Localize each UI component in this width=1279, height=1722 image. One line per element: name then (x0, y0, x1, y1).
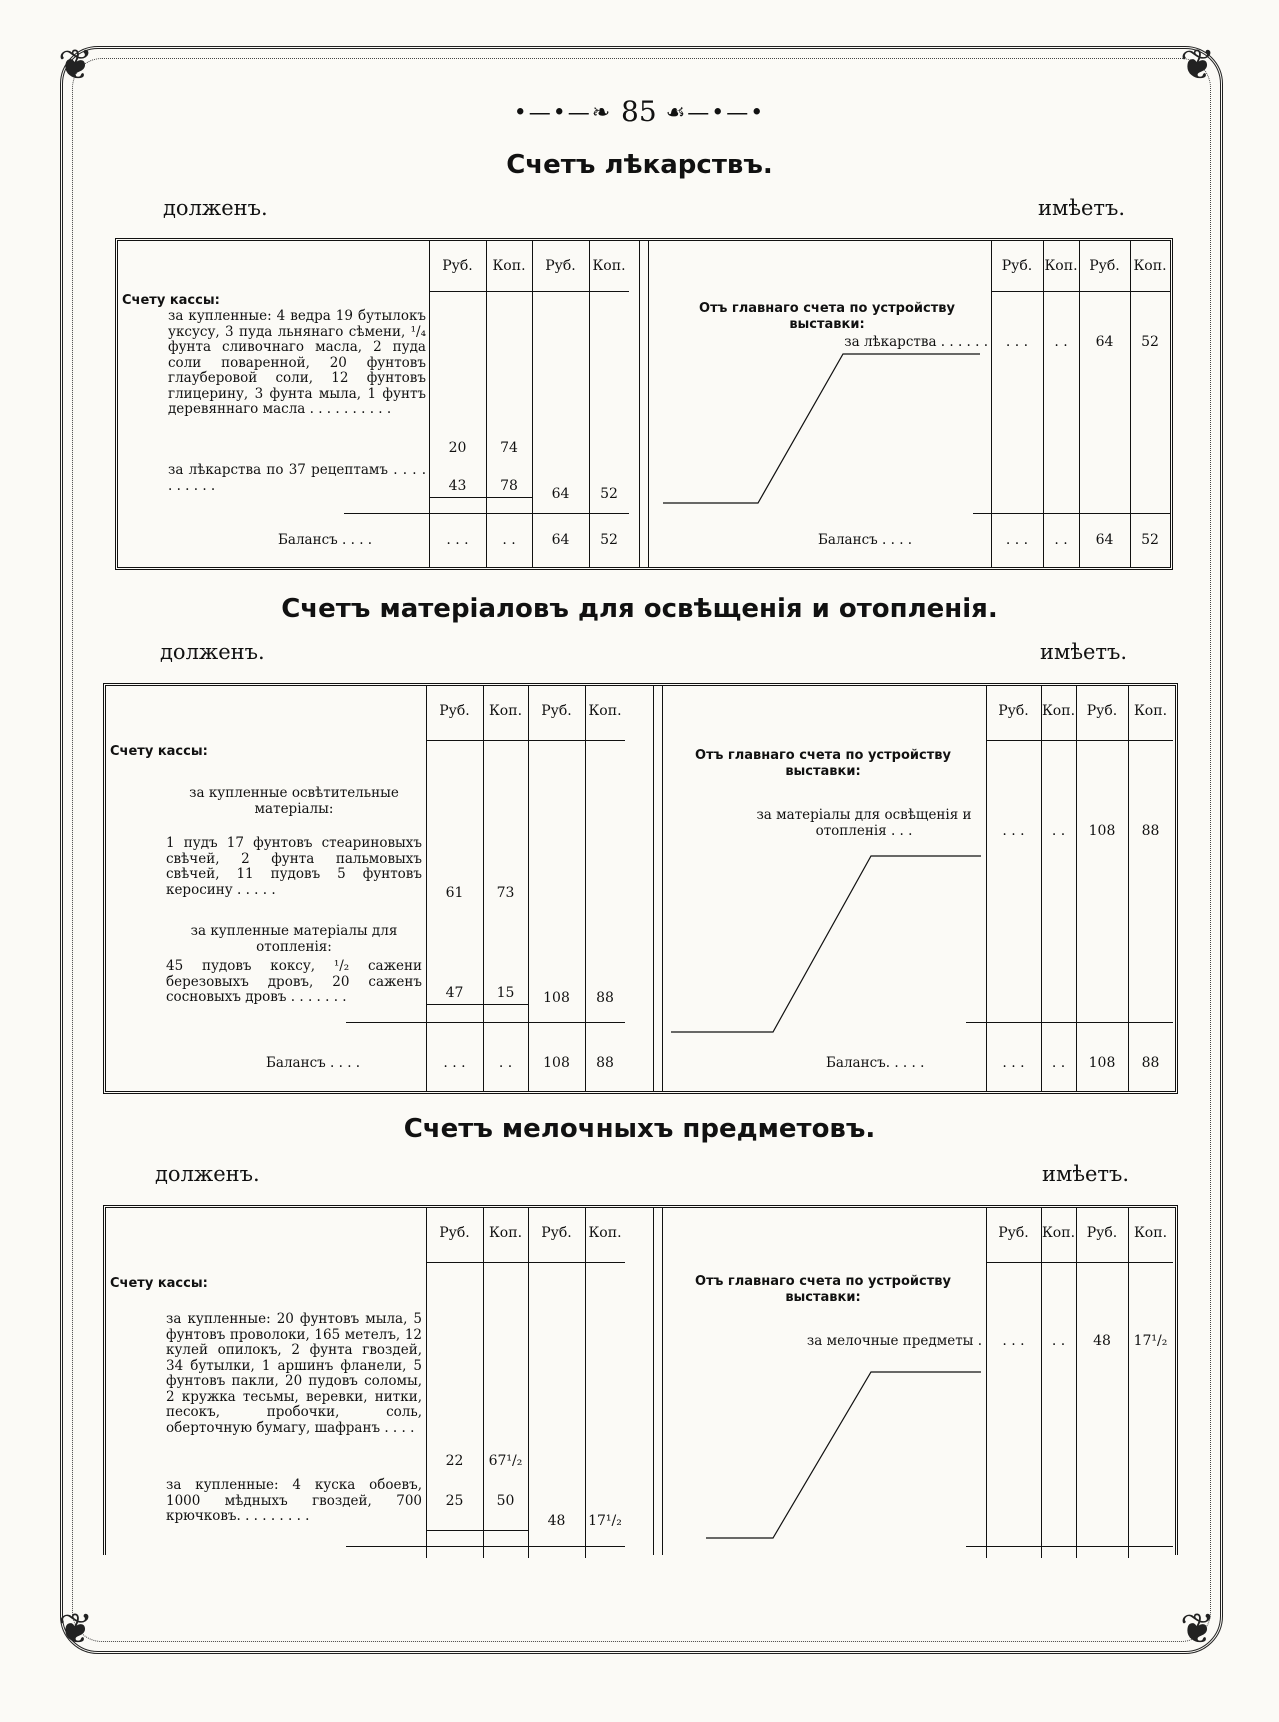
debit-label: долженъ. (163, 196, 268, 220)
amount-kop: 88 (1141, 823, 1160, 839)
ornament-left-icon: •—•—❧ (513, 100, 613, 126)
header-kop: Коп. (1041, 1225, 1076, 1241)
header-kop: Коп. (1133, 1225, 1168, 1241)
total-rub: 48 (547, 1513, 566, 1529)
balance-dots: . . (1054, 532, 1068, 548)
header-rub: Руб. (442, 258, 473, 274)
corner-ornament-top-left: ❦ (58, 40, 94, 89)
header-rub: Руб. (1086, 703, 1118, 719)
debit-item: за лѣкарства по 37 рецептамъ . . . . . . . . . . (168, 462, 426, 494)
amount-kop: 73 (496, 885, 515, 901)
amount-kop: 67¹/₂ (488, 1453, 523, 1469)
debit-item: 1 пудъ 17 фунтовъ стеариновыхъ свѣчей, 2 фунта пальмовыхъ свѣчей, 11 пудовъ 5 фунтовъ керосину . . . . . (166, 835, 422, 898)
debit-heading: Счету кассы: (122, 293, 220, 308)
balance-rub: 64 (1095, 532, 1114, 548)
balance-label: Балансъ . . . . (278, 532, 373, 548)
balance-dots: . . (502, 532, 516, 548)
balance-dots: . . . (1005, 532, 1029, 548)
header-kop: Коп. (488, 703, 523, 719)
amount-dots: . . (1054, 334, 1068, 350)
debit-label: долженъ. (160, 640, 265, 664)
header-kop: Коп. (592, 258, 626, 274)
amount-rub: 43 (448, 478, 467, 494)
header-rub: Руб. (1001, 258, 1033, 274)
column-divider (639, 241, 649, 567)
balance-kop: 52 (1141, 532, 1159, 548)
header-rub: Руб. (439, 703, 470, 719)
balance-kop: 88 (1141, 1055, 1160, 1071)
amount-dots: . . . (1002, 1333, 1025, 1349)
page-number: 85 (621, 95, 657, 128)
corner-ornament-bottom-left: ❦ (58, 1604, 94, 1653)
amount-kop: 52 (1141, 334, 1159, 350)
credit-item: за матеріалы для освѣщенія и отопленія . . . (756, 807, 972, 839)
header-rub: Руб. (545, 258, 576, 274)
balance-dots: . . . (1002, 1055, 1025, 1071)
balance-dots: . . . (443, 1055, 466, 1071)
balance-kop: 52 (600, 532, 618, 548)
balance-rub: 108 (543, 1055, 570, 1071)
credit-heading: Отъ главнаго счета по устройству выставки: (695, 748, 951, 779)
debit-subheading: за купленные матеріалы для отопленія: (190, 923, 398, 955)
balance-rub: 64 (551, 532, 570, 548)
header-kop: Коп. (1133, 703, 1168, 719)
debit-heading: Счету кассы: (110, 744, 208, 759)
filler-line (106, 686, 107, 687)
header-kop: Коп. (588, 1225, 622, 1241)
balance-label: Балансъ. . . . . (826, 1055, 925, 1071)
header-rub: Руб. (541, 703, 572, 719)
amount-kop: 74 (500, 440, 518, 456)
balance-label: Балансъ . . . . (266, 1055, 361, 1071)
header-rub: Руб. (541, 1225, 572, 1241)
amount-dots: . . (1051, 823, 1066, 839)
balance-dots: . . . (446, 532, 469, 548)
header-rub: Руб. (1089, 258, 1120, 274)
credit-heading: Отъ главнаго счета по устройству выставки: (699, 301, 955, 332)
filler-line (106, 1208, 107, 1209)
credit-label: имѣетъ. (1038, 196, 1126, 220)
amount-rub: 64 (1095, 334, 1114, 350)
amount-kop: 50 (496, 1493, 515, 1509)
page-number-line (0, 94, 1279, 132)
ledger-table-small-items (103, 1205, 1178, 1555)
amount-rub: 22 (445, 1453, 464, 1469)
amount-dots: . . (1051, 1333, 1066, 1349)
header-kop: Коп. (1133, 258, 1167, 274)
debit-item: за купленные: 4 ведра 19 бутылокъ уксусу, 3 пуда льнянаго сѣмени, ¹/₄ фунта сливочнаго масла, 2 пуда соли поваренной, 20 фунтовъ глауберовой соли, 12 фунтовъ глицерину, 3 фунта мыла, 1 фунтъ деревяннаго масла . . . . . . . . . . (168, 308, 426, 417)
header-rub: Руб. (998, 1225, 1029, 1241)
header-kop: Коп. (1041, 703, 1076, 719)
balance-dots: . . (1051, 1055, 1066, 1071)
header-rub: Руб. (998, 703, 1029, 719)
total-kop: 52 (600, 486, 618, 502)
column-divider (653, 686, 663, 1091)
balance-kop: 88 (596, 1055, 614, 1071)
amount-kop: 15 (496, 985, 515, 1001)
corner-ornament-top-right: ❦ (1180, 40, 1216, 89)
debit-subheading: за купленные освѣтительные матеріалы: (189, 785, 399, 817)
amount-rub: 20 (448, 440, 467, 456)
ornament-right-icon: ☙—•—• (665, 100, 766, 126)
corner-ornament-bottom-right: ❦ (1180, 1604, 1216, 1653)
amount-rub: 61 (445, 885, 464, 901)
section-title: Счетъ матеріаловъ для освѣщенія и отопленія. (281, 594, 998, 624)
section-title: Счетъ мелочныхъ предметовъ. (403, 1114, 876, 1144)
debit-item: за купленные: 4 куска обоевъ, 1000 мѣдныхъ гвоздей, 700 крючковъ. . . . . . . . . (166, 1477, 422, 1524)
debit-heading: Счету кассы: (110, 1276, 208, 1291)
credit-item: за лѣкарства . . . . . . (844, 334, 988, 350)
amount-kop: 17¹/₂ (1133, 1333, 1168, 1349)
debit-label: долженъ. (155, 1162, 260, 1186)
total-kop: 17¹/₂ (588, 1513, 622, 1529)
amount-dots: . . . (1002, 823, 1025, 839)
credit-item: за мелочные предметы . (806, 1333, 982, 1349)
header-kop: Коп. (1044, 258, 1078, 274)
amount-rub: 108 (1088, 823, 1116, 839)
amount-rub: 48 (1093, 1333, 1111, 1349)
balance-dots: . . (498, 1055, 513, 1071)
header-kop: Коп. (488, 1225, 523, 1241)
total-kop: 88 (596, 990, 614, 1006)
column-divider (653, 1208, 663, 1555)
header-rub: Руб. (1086, 1225, 1118, 1241)
amount-dots: . . . (1005, 334, 1029, 350)
balance-label: Балансъ . . . . (818, 532, 913, 548)
credit-label: имѣетъ. (1042, 1162, 1130, 1186)
credit-heading: Отъ главнаго счета по устройству выставки: (695, 1274, 951, 1305)
amount-rub: 25 (445, 1493, 464, 1509)
ledger-table-medicines (115, 238, 1173, 570)
ledger-table-lighting-heating (103, 683, 1178, 1094)
amount-kop: 78 (500, 478, 518, 494)
credit-label: имѣетъ. (1040, 640, 1128, 664)
filler-line (118, 241, 119, 242)
balance-rub: 108 (1088, 1055, 1116, 1071)
debit-item: 45 пудовъ коксу, ¹/₂ сажени березовыхъ дровъ, 20 саженъ сосновыхъ дровъ . . . . . . . (166, 958, 422, 1005)
amount-rub: 47 (445, 985, 464, 1001)
header-kop: Коп. (492, 258, 526, 274)
section-title: Счетъ лѣкарствъ. (506, 150, 773, 180)
header-rub: Руб. (439, 1225, 470, 1241)
debit-item: за купленные: 20 фунтовъ мыла, 5 фунтовъ проволоки, 165 метелъ, 12 кулей опилокъ, 2 фунта гвоздей, 34 бутылки, 1 аршинъ фланели, 5 фунтовъ пакли, 20 пудовъ соломы, 2 кружка тесьмы, веревки, нитки, песокъ, пробочки, соль, оберточную бумагу, шафранъ . . . . (166, 1311, 422, 1436)
total-rub: 108 (543, 990, 570, 1006)
total-rub: 64 (551, 486, 570, 502)
header-kop: Коп. (588, 703, 622, 719)
